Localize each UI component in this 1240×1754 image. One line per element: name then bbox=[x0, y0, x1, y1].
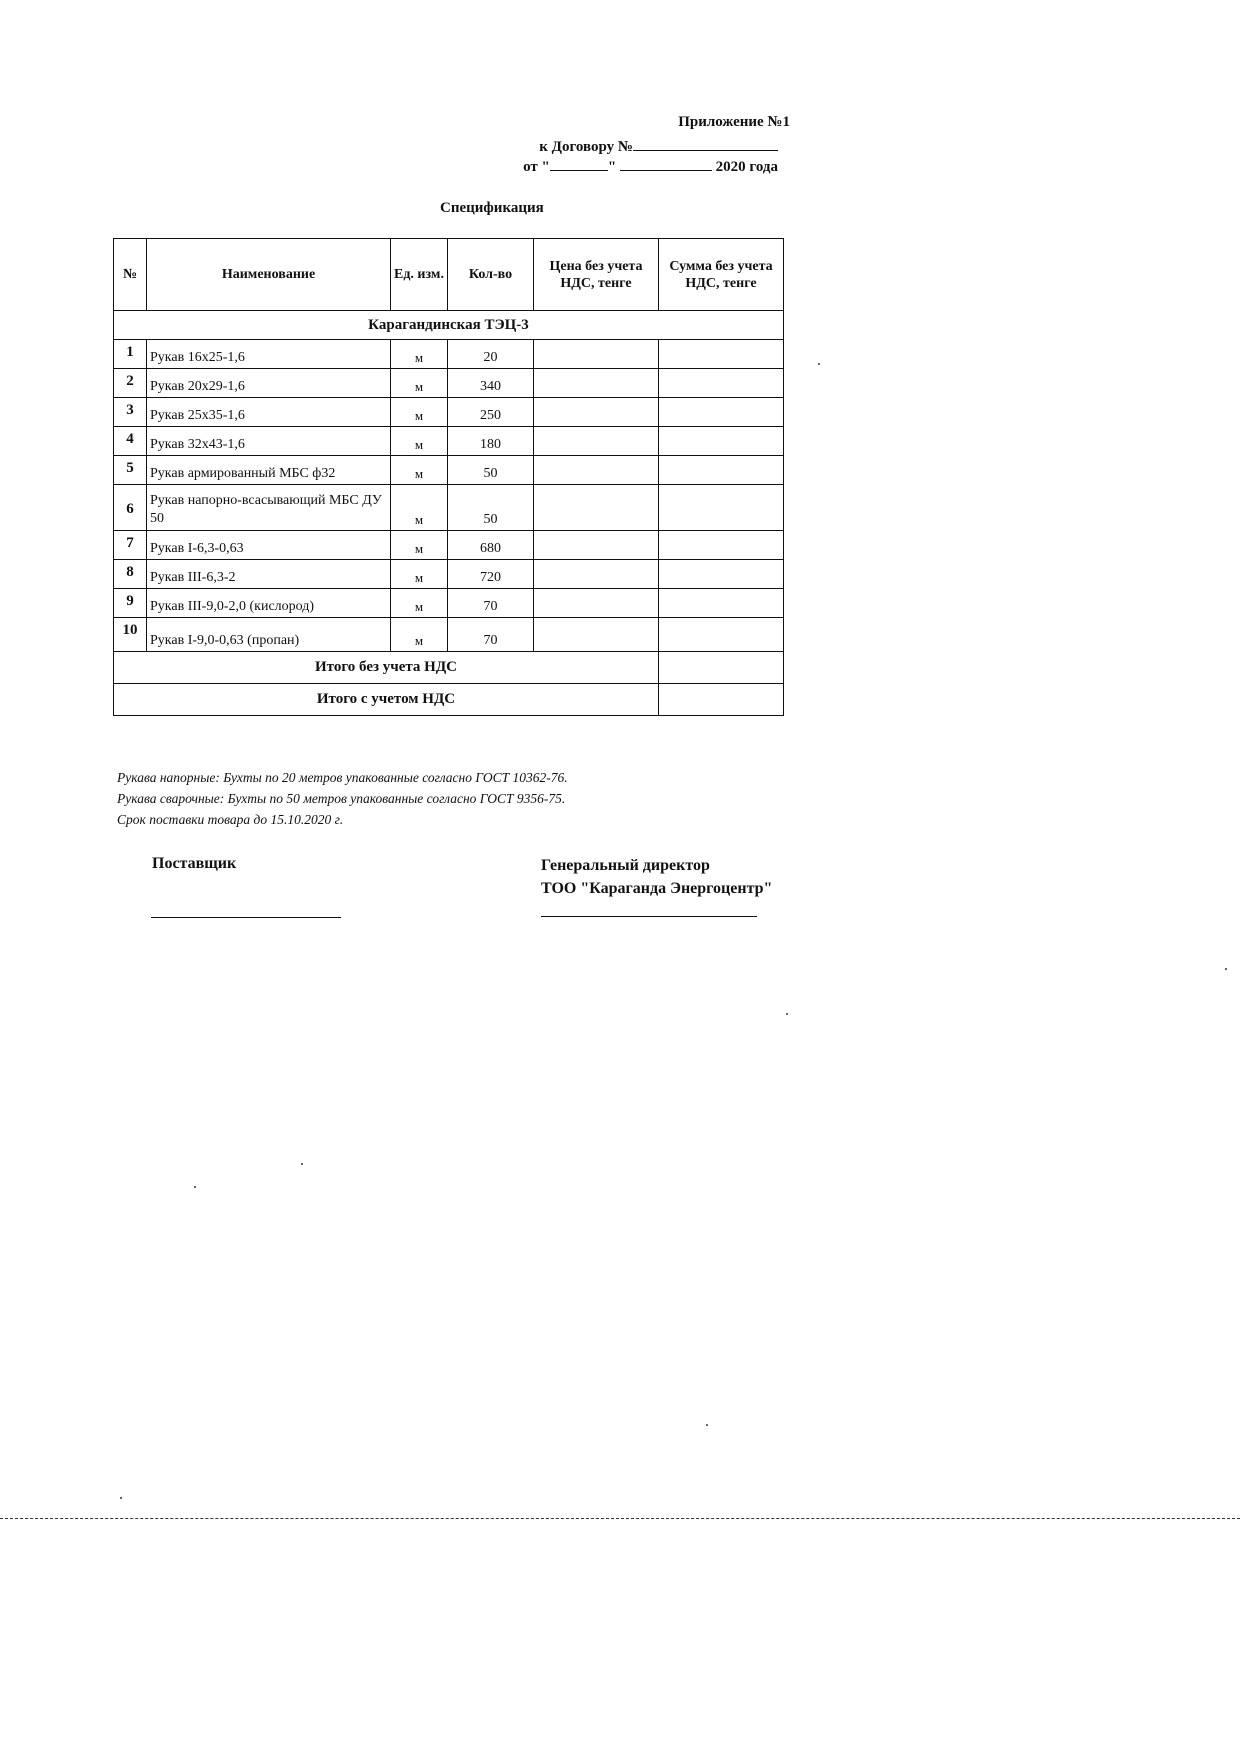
group-label: Карагандинская ТЭЦ-3 bbox=[114, 311, 784, 340]
col-header-num: № bbox=[114, 239, 147, 311]
scan-speck bbox=[301, 1163, 303, 1165]
row-price bbox=[534, 589, 659, 618]
date-open-quote: от " bbox=[523, 159, 550, 175]
row-price bbox=[534, 398, 659, 427]
row-name: Рукав армированный МБС ф32 bbox=[147, 456, 391, 485]
row-price bbox=[534, 340, 659, 369]
scan-speck bbox=[706, 1424, 708, 1426]
appendix-text: Приложение №1 bbox=[678, 114, 790, 130]
table-row bbox=[114, 340, 784, 369]
table-row bbox=[114, 589, 784, 618]
total-without-vat-value bbox=[659, 652, 784, 684]
group-row bbox=[114, 311, 784, 340]
row-num: 1 bbox=[114, 340, 147, 369]
contract-reference bbox=[480, 136, 778, 156]
scan-speck bbox=[1225, 968, 1227, 970]
director-block bbox=[541, 854, 772, 900]
row-sum bbox=[659, 369, 784, 398]
scan-speck bbox=[120, 1497, 122, 1499]
row-sum bbox=[659, 485, 784, 531]
total-without-vat-row bbox=[114, 652, 784, 684]
row-price bbox=[534, 369, 659, 398]
row-sum bbox=[659, 398, 784, 427]
specification-table bbox=[113, 238, 784, 716]
row-num: 3 bbox=[114, 398, 147, 427]
note-line: Рукава сварочные: Бухты по 50 метров упакованные согласно ГОСТ 9356-75. bbox=[117, 791, 566, 806]
row-name: Рукав III-6,3-2 bbox=[147, 560, 391, 589]
notes-block bbox=[117, 767, 568, 830]
row-num: 7 bbox=[114, 531, 147, 560]
row-unit: м bbox=[391, 398, 448, 427]
scan-speck bbox=[194, 1186, 196, 1188]
row-sum bbox=[659, 589, 784, 618]
row-qty: 70 bbox=[448, 589, 534, 618]
row-unit: м bbox=[391, 340, 448, 369]
table-row bbox=[114, 427, 784, 456]
date-close-quote: " bbox=[607, 159, 617, 175]
director-signature-line bbox=[541, 916, 757, 917]
page-cut-line bbox=[0, 1518, 1240, 1519]
row-qty: 50 bbox=[448, 456, 534, 485]
table-row bbox=[114, 618, 784, 652]
row-sum bbox=[659, 618, 784, 652]
col-header-qty: Кол-во bbox=[448, 239, 534, 311]
row-num: 9 bbox=[114, 589, 147, 618]
row-unit: м bbox=[391, 427, 448, 456]
row-unit: м bbox=[391, 485, 448, 531]
row-price bbox=[534, 560, 659, 589]
director-org: ТОО "Караганда Энергоцентр" bbox=[541, 880, 773, 897]
row-num: 6 bbox=[114, 485, 147, 531]
row-price bbox=[534, 618, 659, 652]
row-unit: м bbox=[391, 560, 448, 589]
supplier-signature-line bbox=[151, 917, 341, 918]
table-header-row bbox=[114, 239, 784, 311]
col-header-name: Наименование bbox=[147, 239, 391, 311]
row-name: Рукав 20х29-1,6 bbox=[147, 369, 391, 398]
row-name: Рукав напорно-всасывающий МБС ДУ 50 bbox=[147, 485, 391, 531]
row-qty: 720 bbox=[448, 560, 534, 589]
row-unit: м bbox=[391, 456, 448, 485]
document-title: Спецификация bbox=[440, 200, 544, 216]
table-row bbox=[114, 456, 784, 485]
date-month-blank bbox=[620, 156, 712, 171]
row-qty: 250 bbox=[448, 398, 534, 427]
row-sum bbox=[659, 560, 784, 589]
date-year: 2020 года bbox=[715, 159, 778, 175]
col-header-price: Цена без учета НДС, тенге bbox=[534, 239, 659, 311]
total-with-vat-value bbox=[659, 684, 784, 716]
row-num: 5 bbox=[114, 456, 147, 485]
row-num: 8 bbox=[114, 560, 147, 589]
row-unit: м bbox=[391, 618, 448, 652]
row-name: Рукав I-9,0-0,63 (пропан) bbox=[147, 618, 391, 652]
row-qty: 680 bbox=[448, 531, 534, 560]
total-with-vat-row bbox=[114, 684, 784, 716]
row-unit: м bbox=[391, 589, 448, 618]
row-name: Рукав 32х43-1,6 bbox=[147, 427, 391, 456]
total-with-vat-label: Итого с учетом НДС bbox=[114, 684, 659, 716]
row-price bbox=[534, 485, 659, 531]
table-row bbox=[114, 531, 784, 560]
table-row bbox=[114, 485, 784, 531]
table-row bbox=[114, 398, 784, 427]
row-sum bbox=[659, 531, 784, 560]
row-num: 10 bbox=[114, 618, 147, 652]
row-sum bbox=[659, 427, 784, 456]
row-qty: 50 bbox=[448, 485, 534, 531]
row-qty: 180 bbox=[448, 427, 534, 456]
contract-number-blank bbox=[633, 136, 778, 151]
supplier-label: Поставщик bbox=[152, 855, 237, 872]
row-name: Рукав I-6,3-0,63 bbox=[147, 531, 391, 560]
total-without-vat-label: Итого без учета НДС bbox=[114, 652, 659, 684]
row-name: Рукав 16х25-1,6 bbox=[147, 340, 391, 369]
table-row bbox=[114, 560, 784, 589]
row-qty: 20 bbox=[448, 340, 534, 369]
row-name: Рукав III-9,0-2,0 (кислород) bbox=[147, 589, 391, 618]
contract-date bbox=[460, 156, 778, 176]
scan-speck bbox=[818, 363, 820, 365]
row-name: Рукав 25х35-1,6 bbox=[147, 398, 391, 427]
row-price bbox=[534, 456, 659, 485]
table-row bbox=[114, 369, 784, 398]
row-unit: м bbox=[391, 369, 448, 398]
row-num: 2 bbox=[114, 369, 147, 398]
director-title: Генеральный директор bbox=[541, 857, 710, 874]
scan-speck bbox=[786, 1013, 788, 1015]
row-qty: 70 bbox=[448, 618, 534, 652]
note-line: Рукава напорные: Бухты по 20 метров упакованные согласно ГОСТ 10362-76. bbox=[117, 770, 568, 785]
contract-prefix: к Договору № bbox=[539, 139, 633, 155]
appendix-label bbox=[600, 114, 790, 131]
row-price bbox=[534, 427, 659, 456]
col-header-sum: Сумма без учета НДС, тенге bbox=[659, 239, 784, 311]
date-day-blank bbox=[550, 156, 608, 171]
row-unit: м bbox=[391, 531, 448, 560]
row-sum bbox=[659, 340, 784, 369]
row-sum bbox=[659, 456, 784, 485]
row-price bbox=[534, 531, 659, 560]
col-header-unit: Ед. изм. bbox=[391, 239, 448, 311]
note-line: Срок поставки товара до 15.10.2020 г. bbox=[117, 812, 344, 827]
row-num: 4 bbox=[114, 427, 147, 456]
row-qty: 340 bbox=[448, 369, 534, 398]
